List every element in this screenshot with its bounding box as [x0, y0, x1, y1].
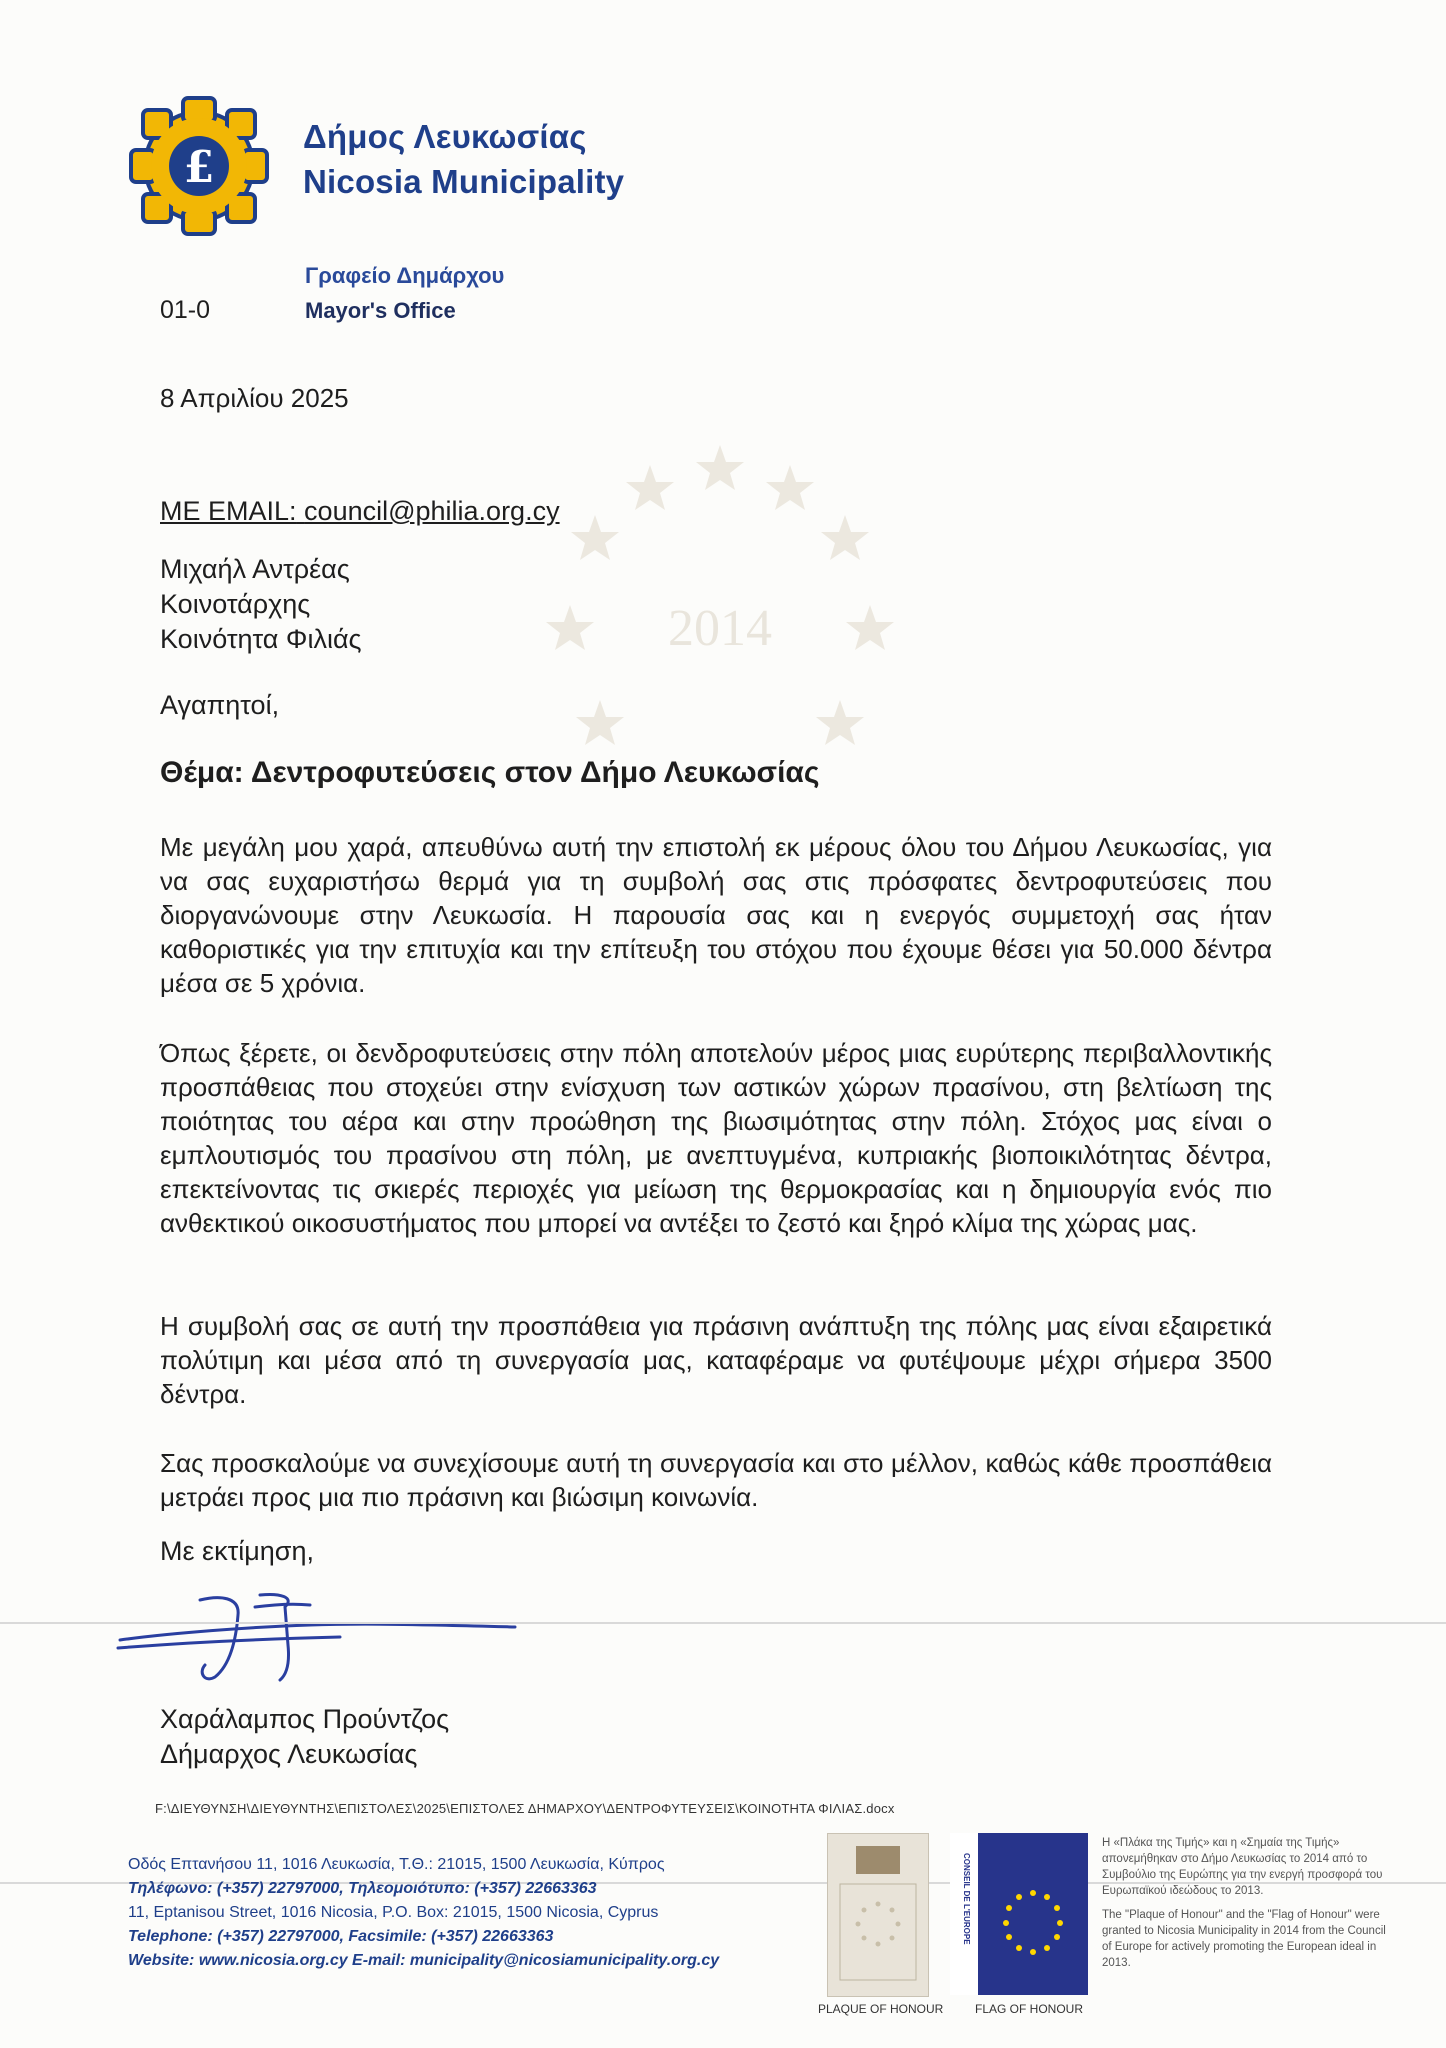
greeting: Αγαπητοί,	[160, 690, 280, 720]
signer-name: Χαράλαμπος Προύντζος	[160, 1704, 450, 1734]
body-paragraph: Η συμβολή σας σε αυτή την προσπάθεια για πράσινη ανάπτυξη της πόλης μας είναι εξαιρετικά πολύτιμη και μέσα από τη συνεργασία μας, καταφέραμε να φυτέψουμε μέχρι σήμερα 3500 δέντρα.	[160, 1311, 1272, 1409]
email-delivery-line	[160, 496, 560, 527]
closing: Με εκτίμηση,	[160, 1536, 314, 1566]
body-paragraph: Σας προσκαλούμε να συνεχίσουμε αυτή τη συνεργασία και στο μέλλον, καθώς κάθε προσπάθεια μετράει προς μια πιο πράσινη και βιώσιμη κοινωνία.	[160, 1448, 1272, 1512]
signer-title: Δήμαρχος Λευκωσίας	[160, 1739, 418, 1769]
flag-of-honour-image	[950, 1833, 1088, 1995]
watermark-year: 2014	[668, 600, 772, 657]
handwritten-signature	[110, 1585, 530, 1685]
recipient-block	[160, 552, 362, 657]
plaque-emblem-icon	[828, 1834, 928, 1996]
footer-address-greek: Οδός Επτανήσου 11, 1016 Λευκωσία, Τ.Θ.: 21015, 1500 Λευκωσία, Κύπρος	[128, 1856, 665, 1873]
email-label: ΜΕ EMAIL:	[160, 496, 297, 526]
honour-text-greek: Η «Πλάκα της Τιμής» και η «Σημαία της Τιμής» απονεμήθηκαν στο Δήμο Λευκωσίας το 2014 από το Συμβούλιο της Ευρώπης για την ενεργή προσφορά του Ευρωπαϊκού ιδεώδους το 2013.	[1102, 1837, 1383, 1897]
body-paragraph: Με μεγάλη μου χαρά, απευθύνω αυτή την επιστολή εκ μέρους όλου του Δήμου Λευκωσίας, για να σας ευχαριστήσω θερμά για τη συμβολή σας στις πρόσφατες δεντροφυτεύσεις που διοργανώνουμε στην Λευκωσία. Η παρουσία σας και η ενεργός συμμετοχή σας ήταν καθοριστικές για την επιτυχία και την επίτευξη του στόχου που έχουμε θέσει για 50.000 δέντρα μέσα σε 5 χρόνια.	[160, 832, 1272, 998]
office-name-greek: Γραφείο Δημάρχου	[305, 263, 505, 288]
subject-line: Θέμα: Δεντροφυτεύσεις στον Δήμο Λευκωσίας	[160, 756, 820, 789]
footer-phone-english: Telephone: (+357) 22797000, Facsimile: (+357) 22663363	[128, 1928, 554, 1945]
office-name-english: Mayor's Office	[305, 298, 456, 323]
footer-address-english: 11, Eptanisou Street, 1016 Nicosia, P.O. Box: 21015, 1500 Nicosia, Cyprus	[128, 1904, 659, 1921]
flag-label: CONSEIL DE L'EUROPE	[962, 1853, 971, 1945]
recipient-organization: Κοινότητα Φιλιάς	[160, 624, 362, 654]
honour-text-english: The "Plaque of Honour" and the "Flag of Honour" were granted to Nicosia Municipality in 2014 from the Council of Europe for actively promoting the European ideal in 2013.	[1102, 1909, 1386, 1969]
letter-date: 8 Απριλίου 2025	[160, 383, 349, 413]
eu-stars-icon	[950, 1833, 1088, 1995]
footer-contact	[128, 1853, 719, 1973]
scan-divider	[0, 1622, 1446, 1624]
plaque-caption: PLAQUE OF HONOUR	[818, 2002, 944, 2016]
honour-description	[1102, 1835, 1392, 1971]
svg-text:£: £	[183, 142, 215, 193]
org-name-greek: Δήμος Λευκωσίας	[303, 118, 587, 155]
footer-web-email[interactable]: Website: www.nicosia.org.cy E-mail: municipality@nicosiamunicipality.org.cy	[128, 1952, 720, 1969]
file-path: F:\ΔΙΕΥΘΥΝΣΗ\ΔΙΕΥΘΥΝΤΗΣ\ΕΠΙΣΤΟΛΕΣ\2025\ΕΠΙΣΤΟΛΕΣ ΔΗΜΑΡΧΟΥ\ΔΕΝΤΡΟΦΥΤΕΥΣΕΙΣ\ΚΟΙΝΟΤΗΤΑ ΦΙΛΙΑΣ.docx	[155, 1801, 895, 1816]
plaque-of-honour-image	[827, 1833, 929, 1997]
recipient-title: Κοινοτάρχης	[160, 589, 311, 619]
reference-number: 01-0	[160, 296, 211, 324]
signer-block	[160, 1702, 449, 1772]
body-paragraph: Όπως ξέρετε, οι δενδροφυτεύσεις στην πόλη αποτελούν μέρος μιας ευρύτερης περιβαλλοντικής προσπάθειας που στοχεύει στην ενίσχυση των αστικών χώρων πρασίνου, στη βελτίωση της ποιότητας του αέρα και στην προώθηση της βιωσιμότητας στην πόλη. Στόχος μας είναι ο εμπλουτισμός του πρασίνου στη πόλη, με ανεπτυγμένα, κυπριακής βιοποικιλότητας δέντρα, επεκτείνοντας τις σκιερές περιοχές για μείωση της θερμοκρασίας και η δημιουργία ενός πιο ανθεκτικού οικοσυστήματος που μπορεί να αντέξει το ζεστό και ξηρό κλίμα της χώρας μας.	[160, 1038, 1272, 1238]
footer-phone-greek: Τηλέφωνο: (+357) 22797000, Τηλεομοιότυπο: (+357) 22663363	[128, 1880, 597, 1897]
flag-caption: FLAG OF HONOUR	[975, 2002, 1084, 2016]
watermark-emblem	[540, 440, 900, 860]
email-address-link[interactable]: council@philia.org.cy	[304, 496, 560, 526]
org-name-english: Nicosia Municipality	[303, 163, 625, 200]
recipient-name: Μιχαήλ Αντρέας	[160, 554, 350, 584]
nicosia-municipality-logo	[125, 92, 273, 240]
